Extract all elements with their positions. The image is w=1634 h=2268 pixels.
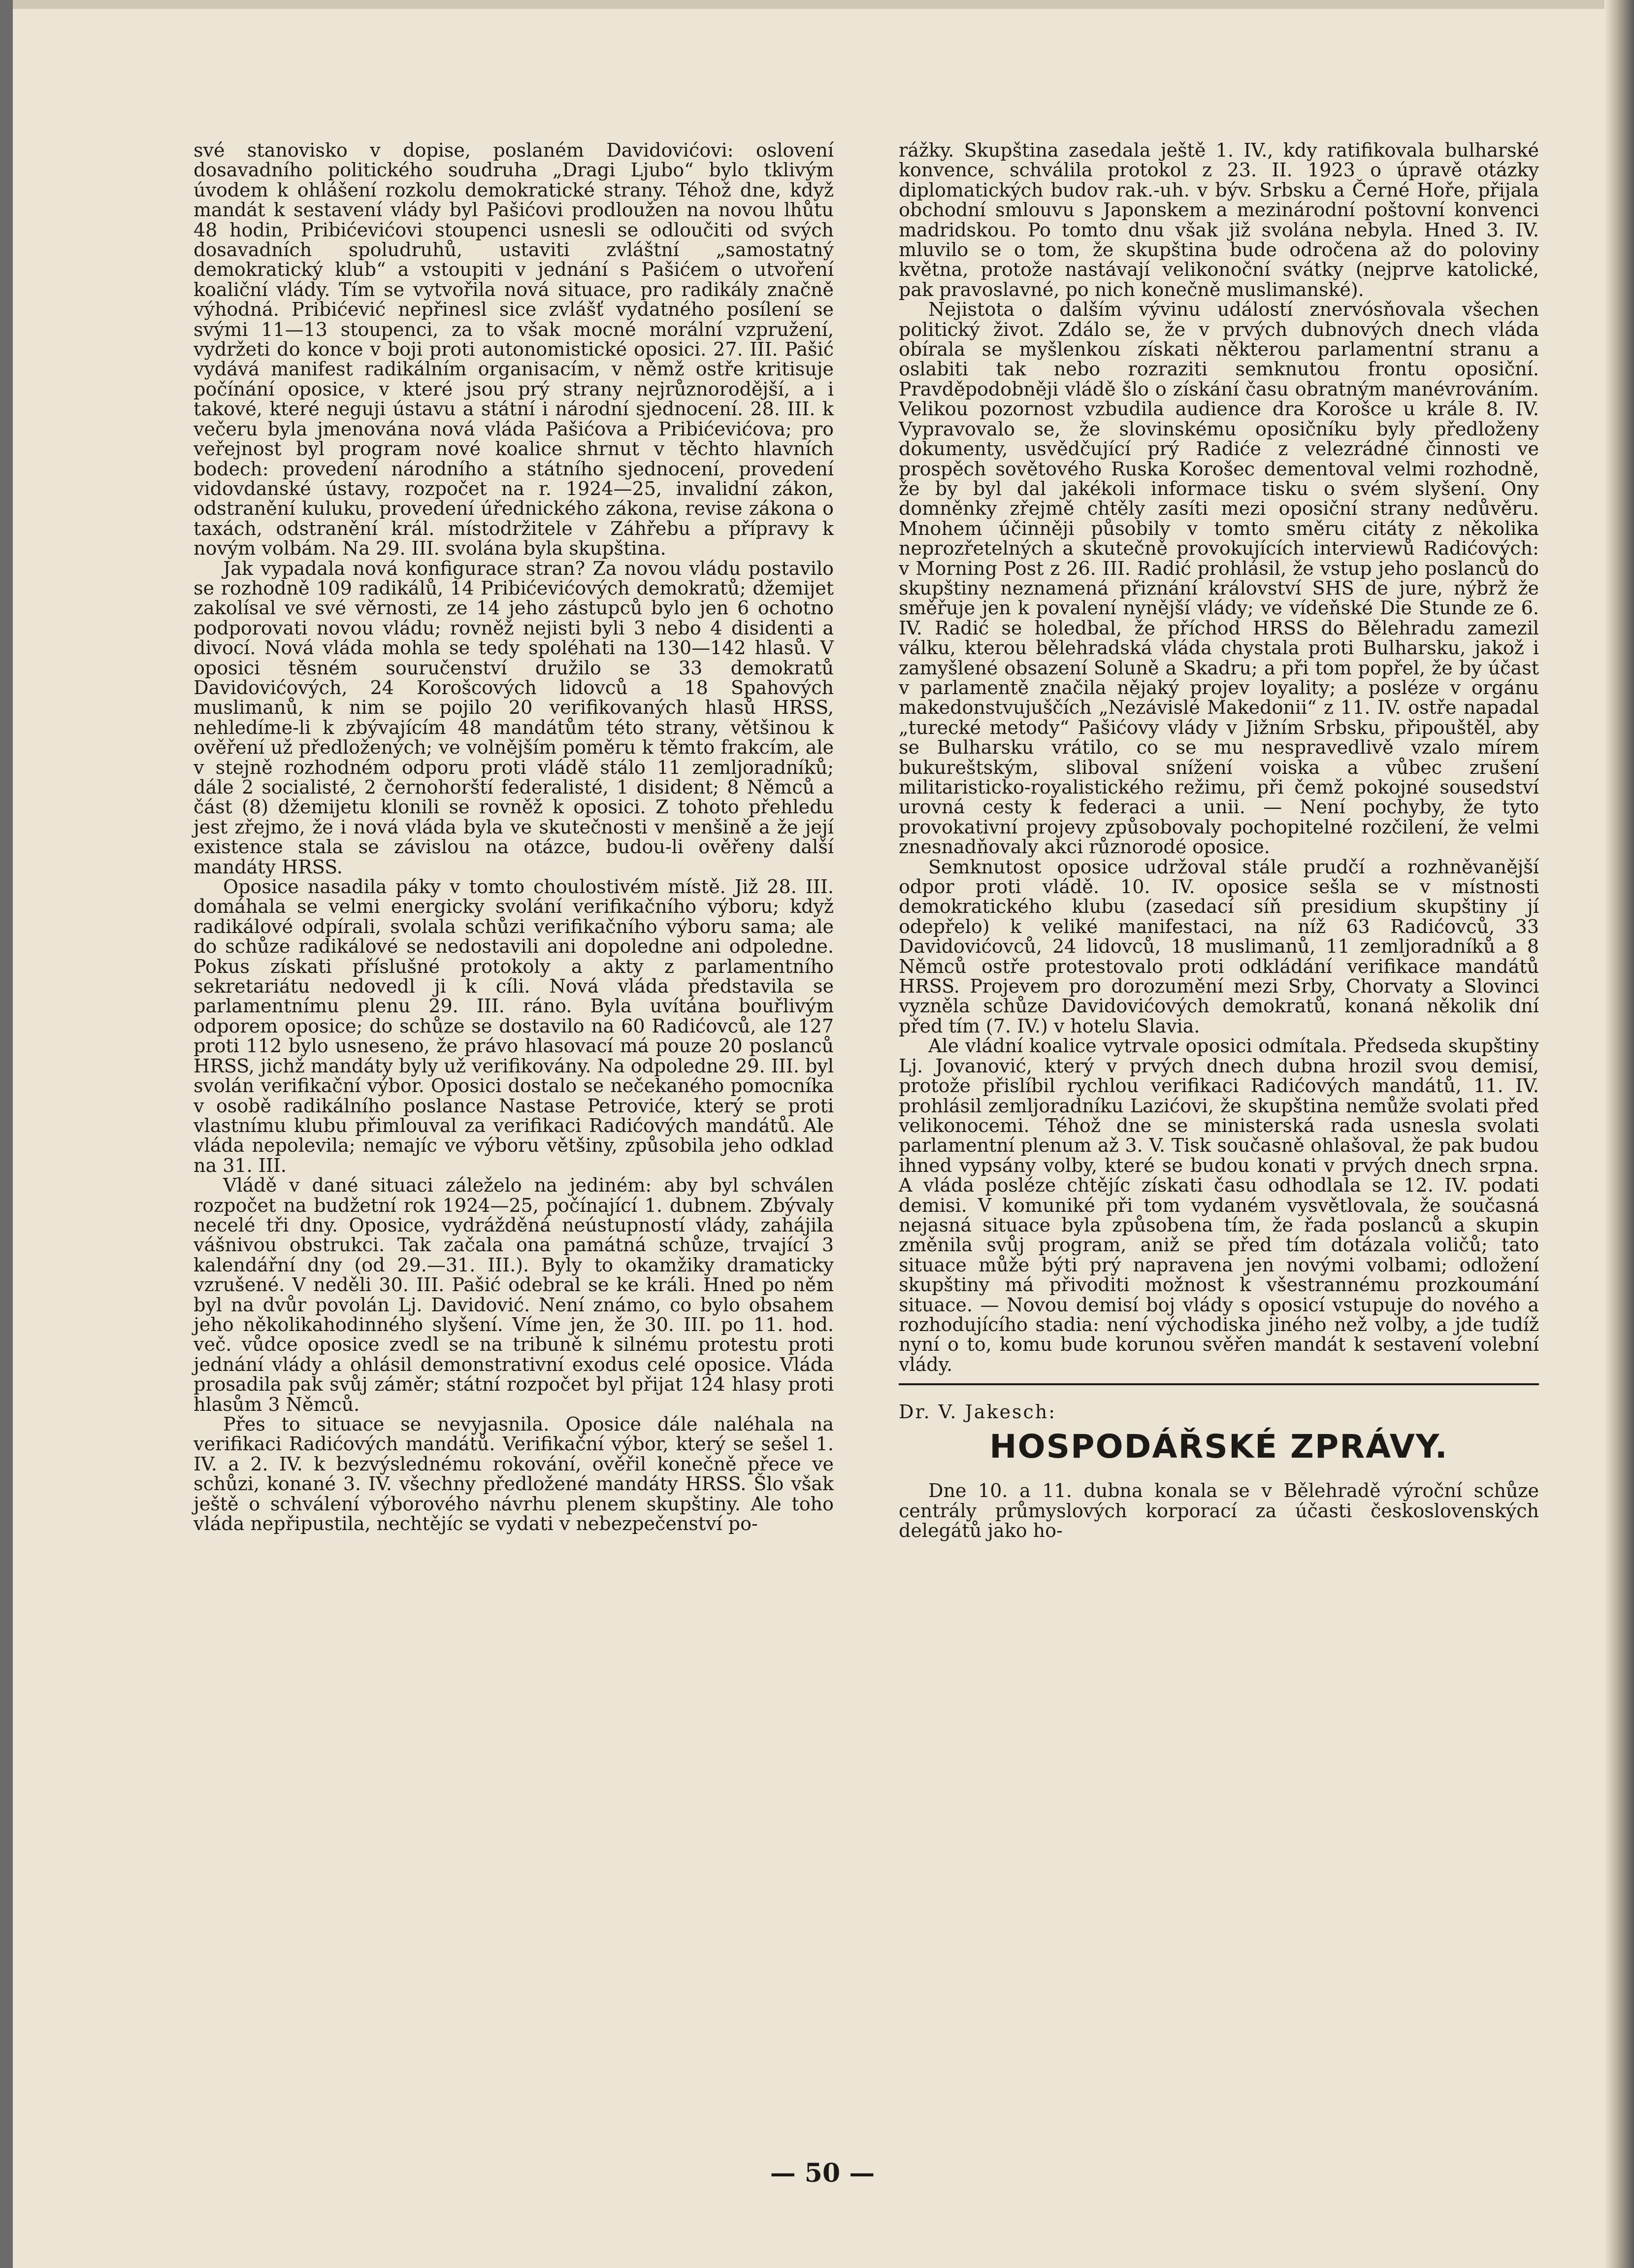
scan-left-border bbox=[0, 0, 13, 2268]
article-opening-paragraph: Dne 10. a 11. dubna konala se v Bělehradě výroční schůze centrály průmyslových korporací za účasti československých delegátů jako ho- bbox=[899, 1480, 1539, 1541]
left-text-column bbox=[194, 140, 834, 1534]
section-divider bbox=[899, 1383, 1539, 1385]
page-top-edge bbox=[0, 0, 1634, 9]
paragraph: Vládě v dané situaci záleželo na jediném: aby byl schválen rozpočet na budžetní rok 1924—25, počínající 1. dubnem. Zbývaly necelé tři dny. Oposice, vydrážděná neústupností vlády, zahájila vášnivou obstrukci. Tak začala ona památná schůze, trvající 3 kalendářní dny (od 29.—31. III.). Byly to okamžiky dramaticky vzrušené. V neděli 30. III. Pašić odebral se ke králi. Hned po něm byl na dvůr povolán Lj. Davidović. Není známo, co bylo obsahem jeho několikahodinného slyšení. Víme jen, že 30. III. po 11. hod. več. vůdce oposice zvedl se na tribuně k silnému protestu proti jednání vlády a ohlásil demonstrativní exodus celé oposice. Vláda prosadila pak svůj záměr; státní rozpočet byl přijat 124 hlasy proti hlasům 3 Němců. bbox=[194, 1174, 834, 1415]
paragraph: své stanovisko v dopise, poslaném Davidovićovi: oslovení dosavadního politického soudruha „Dragi Ljubo“ bylo tklivým úvodem k ohlášení rozkolu demokratické strany. Téhož dne, když mandát k sestavení vlády byl Pašićovi prodloužen na novou lhůtu 48 hodin, Pribićevićovi stoupenci usnesli se odloučiti od svých dosavadních spoludruhů, ustaviti zvláštní „samostatný demokratický klub“ a vstoupiti v jednání s Pašićem o utvoření koaliční vlády. Tím se vytvořila nová situace, pro radikály značně výhodná. Pribićević nepřinesl sice zvlášť vydatného posílení se svými 11—13 stoupenci, za to však mocné morální vzpružení, vydržeti do konce v boji proti autonomistické oposici. 27. III. Pašić vydává manifest radikálním organisacím, v němž ostře kritisuje počínání oposice, v které jsou prý strany nejrůznorodější, a i takové, které neguji ústavu a státní i národní sjednocení. 28. III. k večeru byla jmenována nová vláda Pašićova a Pribićevićova; pro veřejnost byl program nové koalice shrnut v těchto hlavních bodech: provedení národního a státního sjednocení, provedení vidovdanské ústavy, rozpočet na r. 1924—25, invalidní zákon, odstranění kuluku, provedení úřednického zákona, revise zákona o taxách, odstranění král. místodržitele v Záhřebu a přípravy k novým volbám. Na 29. III. svolána byla skupština. bbox=[194, 139, 834, 560]
article-title: HOSPODÁŘSKÉ ZPRÁVY. bbox=[989, 1428, 1448, 1466]
paragraph: Jak vypadala nová konfigurace stran? Za novou vládu postavilo se rozhodně 109 radikálů, 14 Pribićevićových demokratů; džemijet zakolísal ve své věrnosti, ze 14 jeho zástupců bylo jen 6 ochotno podporovati novou vládu; rovněž nejisti byli 3 nebo 4 disidenti a divocí. Nová vláda mohla se tedy spoléhati na 130—142 hlasů. V oposici těsném souručenství družilo se 33 demokratů Davidovićových, 24 Korošcových lidovců a 18 Spahových muslimanů, k nim se pojilo 20 verifikovaných hlasů HRSS, nehledíme-li k zbývajícím 48 mandátům této strany, většinou k ověření už předložených; ve volnějším poměru k těmto frakcím, ale v stejně rozhodném odporu proti vládě stálo 11 zemljoradníků; dále 2 socialisté, 2 černohorští federalisté, 1 disident; 8 Němců a část (8) džemijetu klonili se rovněž k oposici. Z tohoto přehledu jest zřejmo, že i nová vláda byla ve skutečnosti v menšině a že její existence stala se závislou na otázce, budou-li ověřeny další mandáty HRSS. bbox=[194, 557, 834, 878]
paragraph: Přes to situace se nevyjasnila. Oposice dále naléhala na verifikaci Radićových mandátů. Verifikační výbor, který se sešel 1. IV. a 2. IV. k bezvýslednému rokování, ověřil konečně přece ve schůzi, konané 3. IV. všechny předložené mandáty HRSS. Šlo však ještě o schválení výborového návrhu plenem skupštiny. Ale toho vláda nepřipustila, nechtějíc se vydati v nebezpečenství po- bbox=[194, 1413, 834, 1535]
scan-right-border bbox=[1604, 0, 1634, 2268]
paragraph: Nejistota o dalším vývinu událostí znervósňovala všechen politický život. Zdálo se, že v prvých dubnových dnech vláda obírala se myšlenkou získati některou parlamentní stranu a oslabiti tak nebo rozraziti semknutou frontu oposiční. Pravděpodobněji vládě šlo o získání času obratným manévrováním. Velikou pozornost vzbudila audience dra Korošce u krále 8. IV. Vypravovalo se, že slovinskému oposičníku byly předloženy dokumenty, usvědčující prý Radiće z velezrádné činnosti ve prospěch sovětového Ruska Korošec dementoval velmi rozhodně, že by byl dal jakékoli informace tisku o svém slyšení. Ony domněnky zřejmě chtěly zasíti mezi oposiční strany nedůvěru. Mnohem účinněji působily v tomto směru citáty z několika neprozřetelných a skutečně provokujících interviewů Radićových: v Morning Post z 26. III. Radić prohlásil, že vstup jeho poslanců do skupštiny neznamená přiznání království SHS de jure, nýbrž že směřuje jen k povalení nynější vlády; ve vídeňské Die Stunde ze 6. IV. Radić se holedbal, že příchod HRSS do Bělehradu zamezil válku, kterou bělehradská vláda chystala proti Bulharsku, jakož i zamyšlené obsazení Soluně a Skadru; a při tom popřel, že by účast v parlamentě značila nějaký projev loyality; a posléze v orgánu makedonstvujuščích „Nezávislé Makedonii“ z 11. IV. ostře napadal „turecké metody“ Pašićovy vlády v Jižním Srbsku, připouštěl, aby se Bulharsku vrátilo, co se mu nespravedlivě vzalo mírem bukureštským, sliboval snížení voiska a vůbec zrušení militaristicko-royalistického režimu, při čemž pokojné sousedství urovná cesty k federaci a unii. — Není pochyby, že tyto provokativní projevy způsobovaly pochopitelné rozčilení, že velmi znesnadňovaly akci různorodé oposice. bbox=[899, 299, 1539, 858]
right-text-column bbox=[899, 140, 1539, 1540]
paragraph: Semknutost oposice udržoval stále prudčí a rozhněvanější odpor proti vládě. 10. IV. oposice sešla se v místnosti demokratického klubu (zasedací síň presidium skupštiny jí odepřelo) k veliké manifestaci, na níž 63 Radićovců, 33 Davidovićovců, 24 lidovců, 18 muslimanů, 11 zemljoradníků a 8 Němců ostře protestovalo proti odkládání verifikace mandátů HRSS. Projevem pro dorozumění mezi Srby, Chorvaty a Slovinci vyzněla schůze Davidovićových demokratů, konaná několik dní před tím (7. IV.) v hotelu Slavia. bbox=[899, 856, 1539, 1037]
paragraph: Oposice nasadila páky v tomto choulostivém místě. Již 28. III. domáhala se velmi energicky svolání verifikačního výboru; když radikálové odpírali, svolala schůzi verifikačního výboru sama; ale do schůze radikálové se nedostavili ani dopoledne ani odpoledne. Pokus získati příslušné protokoly a akty z parlamentního sekretariátu nedovedl ji k cíli. Nová vláda představila se parlamentnímu plenu 29. III. ráno. Byla uvítána bouřlivým odporem oposice; do schůze se dostavilo na 60 Radićovců, ale 127 proti 112 bylo usneseno, že právo hlasovací má pouze 20 poslanců HRSS, jichž mandáty byly už verifikovány. Na odpoledne 29. III. byl svolán verifikační výbor. Oposici dostalo se nečekaného pomocníka v osobě radikálního poslance Nastase Petroviće, který se proti vlastnímu klubu přimlouval za verifikaci Radićových mandátů. Ale vláda nepolevila; nemajíc ve výboru většiny, způsobila jeho odklad na 31. III. bbox=[194, 876, 834, 1176]
paragraph: rážky. Skupština zasedala ještě 1. IV., kdy ratifikovala bulharské konvence, schválila protokol z 23. II. 1923 o úpravě otázky diplomatických budov rak.-uh. v býv. Srbsku a Černé Hoře, přijala obchodní smlouvu s Japonskem a mezinárodní poštovní konvenci madridskou. Po tomto dnu však již svolána nebyla. Hned 3. IV. mluvilo se o tom, že skupština bude odročena až do poloviny května, protože nastávají velikonoční svátky (nejprve katolické, pak pravoslavné, po nich konečně muslimanské). bbox=[899, 139, 1539, 300]
page-number: — 50 — bbox=[770, 2158, 875, 2188]
paragraph: Ale vládní koalice vytrvale oposici odmítala. Předseda skupštiny Lj. Jovanović, který v prvých dnech dubna hrozil svou demisí, protože přislíbil rychlou verifikaci Radićových mandátů, 11. IV. prohlásil zemljoradníku Lazićovi, že skupština nemůže svolati před velikonocemi. Téhož dne se ministerská rada usnesla svolati parlamentní plenum až 3. V. Tisk současně ohlašoval, že pak budou ihned vypsány volby, které se budou konati v prvých dnech srpna. A vláda posléze chtějíc získati času odhodlala se 12. IV. podati demisi. V komuniké při tom vydaném vysvětlovala, že současná nejasná situace byla způsobena tím, že řada poslanců a skupin změnila svůj program, aniž se před tím dotázala voličů; tato situace může býti prý napravena jen novými volbami; odložení skupštiny má přivoditi možnost k všestrannému prozkoumání situace. — Novou demisí boj vlády s oposicí vstupuje do nového a rozhodujícího stadia: není východiska jiného než volby, a jde tudíž nyní o to, komu bude korunou svěřen mandát k sestavení volební vlády. bbox=[899, 1035, 1539, 1375]
article-author: Dr. V. Jakesch: bbox=[899, 1401, 1057, 1423]
